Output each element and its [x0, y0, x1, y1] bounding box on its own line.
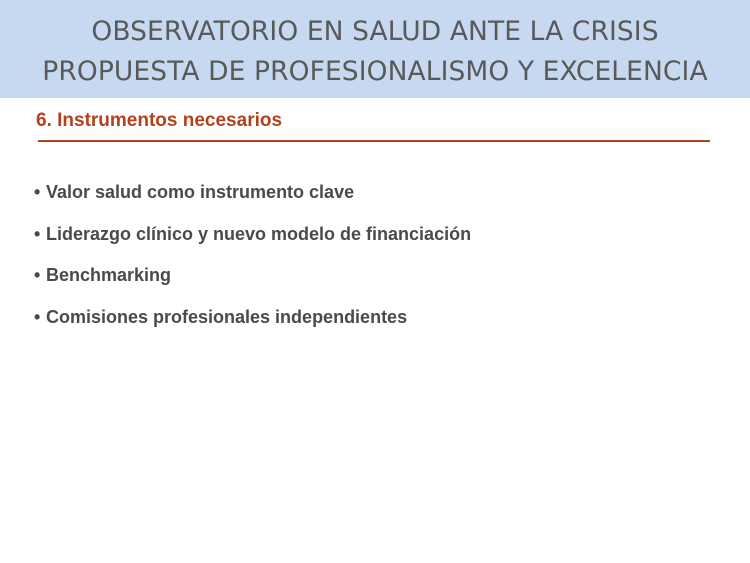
- bullet-text: Benchmarking: [46, 265, 172, 285]
- bullet-item: [34, 261, 471, 289]
- bullet-item: [34, 178, 471, 206]
- bullet-item: [34, 303, 471, 331]
- bullet-text: Comisiones profesionales independientes: [46, 306, 408, 327]
- bullet-mark: •: [34, 265, 41, 285]
- title-banner: [0, 0, 750, 98]
- bullet-text: Liderazgo clínico y nuevo modelo de financiación: [46, 223, 472, 244]
- bullet-mark: •: [34, 182, 41, 202]
- bullet-item: [34, 220, 471, 248]
- section-divider: [38, 140, 710, 142]
- bullet-list: [34, 178, 471, 344]
- bullet-mark: •: [34, 306, 41, 327]
- banner-title-line-1: OBSERVATORIO EN SALUD ANTE LA CRISIS: [91, 16, 659, 47]
- bullet-text: Valor salud como instrumento clave: [46, 182, 355, 202]
- section-title: 6. Instrumentos necesarios: [36, 110, 283, 131]
- bullet-mark: •: [34, 223, 41, 244]
- banner-title-line-2: PROPUESTA DE PROFESIONALISMO Y EXCELENCIA: [42, 56, 708, 87]
